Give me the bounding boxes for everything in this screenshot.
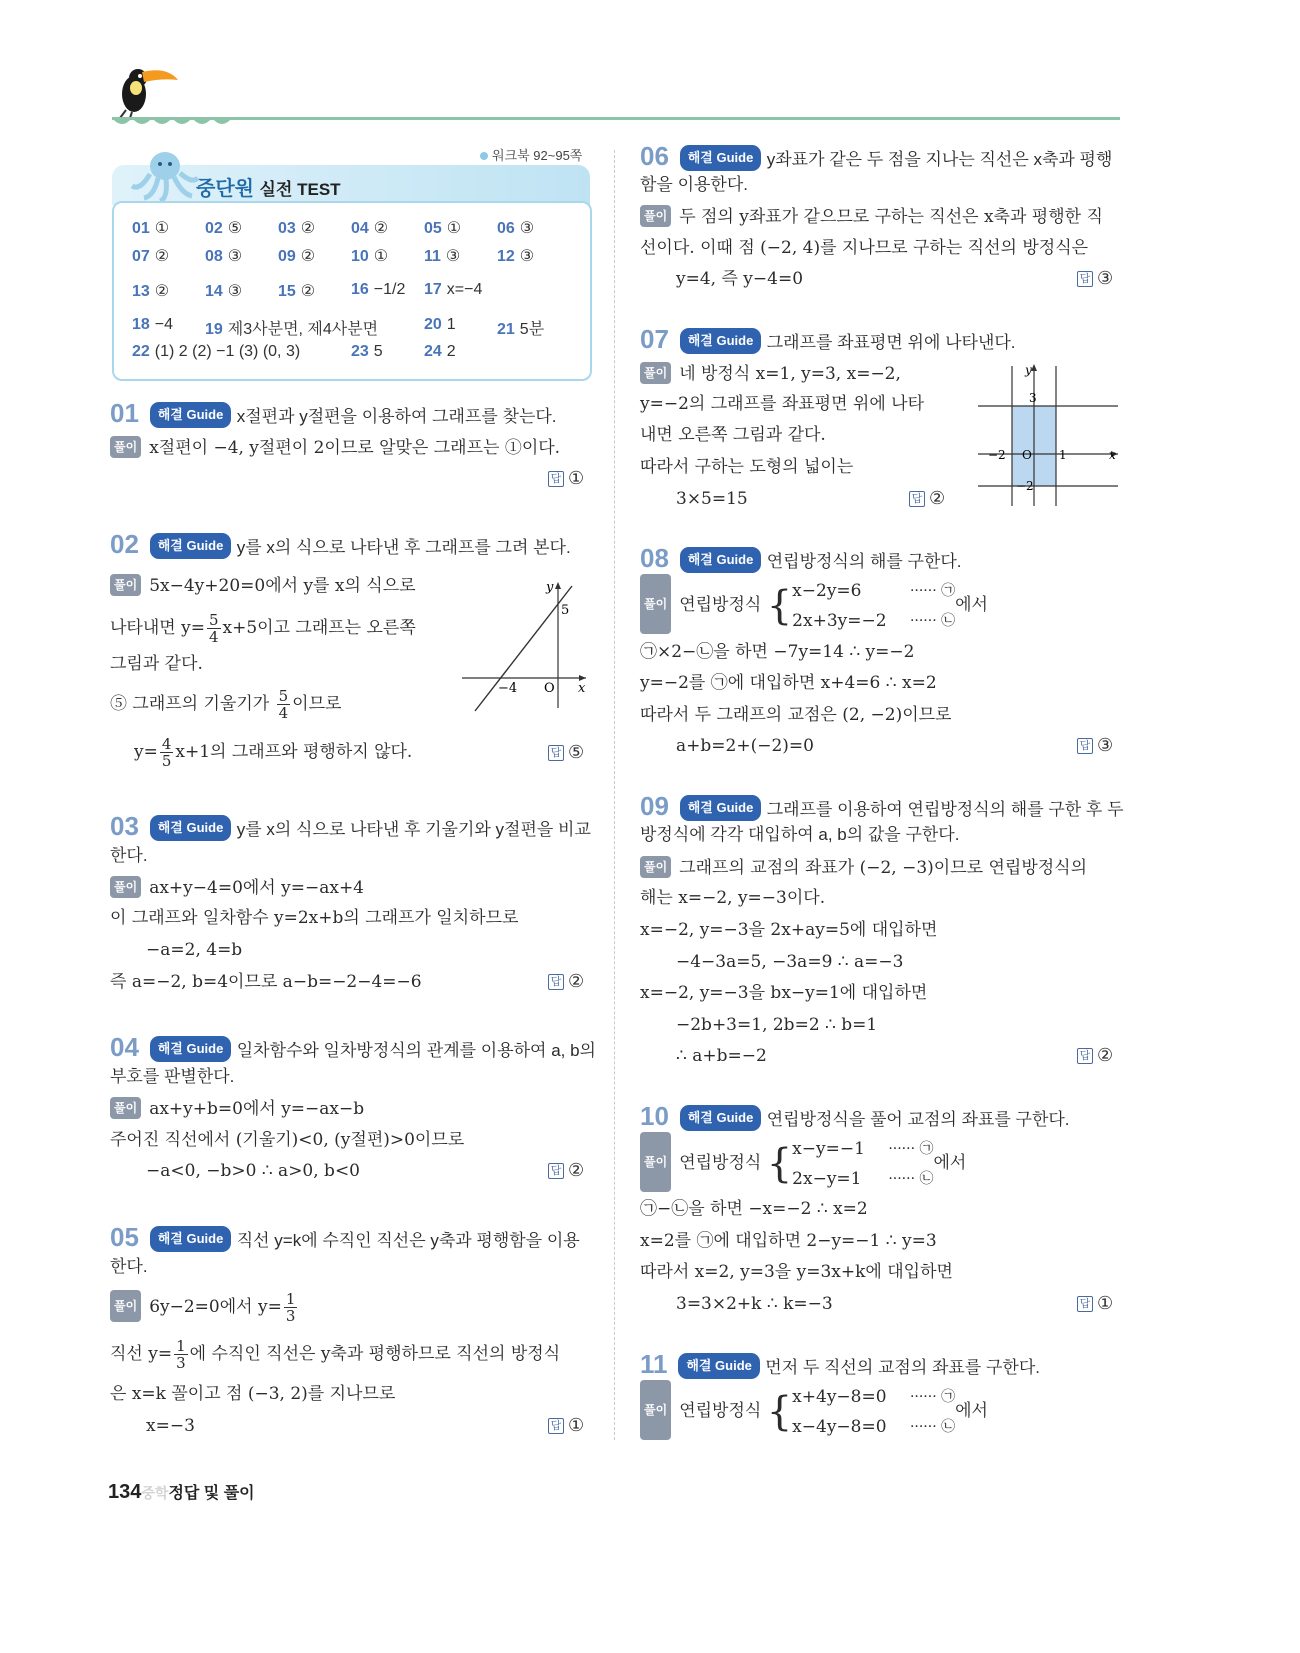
problem-04-line-2: 주어진 직선에서 (기울기)<0, (y절편)>0이므로 — [110, 1130, 465, 1150]
brace: { — [766, 1140, 793, 1187]
problem-07-line-4: 따라서 구하는 도형의 넓이는 — [640, 457, 854, 477]
problem-07-line-2: y=−2의 그래프를 좌표평면 위에 나타 — [640, 394, 925, 414]
problem-09-line-5: x=−2, y=−3을 bx−y=1에 대입하면 — [640, 983, 928, 1003]
problem-11-system: 풀이 연립방정식 {x+4y−8=0 x−4y−8=0 ······ ㉠ ······ ㉡에서 — [640, 1380, 988, 1442]
svg-text:3: 3 — [1029, 391, 1037, 405]
problem-05-answer: 답 ① — [548, 1415, 584, 1436]
svg-text:5: 5 — [561, 603, 570, 618]
brace: { — [766, 1388, 793, 1435]
problem-07-answer: 답 ② — [909, 488, 945, 509]
problem-04-heading: 04 해결 Guide 일차함수와 일차방정식의 관계를 이용하여 a, b의 — [110, 1032, 596, 1062]
problem-04-line-3: −a<0, −b>0 ∴ a>0, b<0 — [146, 1161, 361, 1181]
problem-07-graph — [978, 362, 1120, 508]
problem-03-line-2: 이 그래프와 일차함수 y=2x+b의 그래프가 일치하므로 — [110, 908, 519, 928]
svg-text:y: y — [546, 580, 554, 595]
problem-10-system: 풀이 연립방정식 {x−y=−1 2x−y=1 ······ ㉠ ······ ㉡에서 — [640, 1132, 966, 1194]
problem-05-line-2: 직선 y= $\frac{1}{3}$ 에 수직인 직선은 y축과 평행하므로 직선의 방정식 — [110, 1337, 561, 1372]
problem-08-line-5: a+b=2+(−2)=0 — [676, 736, 814, 756]
problem-03-heading: 03 해결 Guide y를 x의 식으로 나타낸 후 기울기와 y절편을 비교 — [110, 811, 591, 841]
problem-03-line-3: −a=2, 4=b — [146, 940, 243, 960]
problem-08-line-3: y=−2를 ㉠에 대입하면 x+4=6 ∴ x=2 — [640, 673, 937, 693]
problem-06-answer: 답 ③ — [1077, 268, 1113, 289]
svg-text:−2: −2 — [988, 448, 1006, 462]
problem-04-heading-cont: 부호를 판별한다. — [110, 1067, 235, 1086]
problem-05-line-3: 은 x=k 꼴이고 점 (−3, 2)를 지나므로 — [110, 1384, 396, 1404]
octopus-icon — [130, 146, 200, 202]
page-number: 134 — [108, 1481, 142, 1503]
problem-02-line-3: 그림과 같다. — [110, 654, 203, 674]
workbook-reference: 워크북 92~95쪽 — [480, 145, 582, 164]
fraction-5-4: $\frac{5}{4}$ — [278, 687, 289, 722]
problem-07-heading: 07 해결 Guide 그래프를 좌표평면 위에 나타낸다. — [640, 324, 1016, 354]
header-rule — [112, 117, 1120, 120]
problem-09-answer: 답 ② — [1077, 1045, 1113, 1066]
fraction-5-4: $\frac{5}{4}$ — [208, 611, 219, 646]
problem-03-answer: 답 ② — [548, 971, 584, 992]
problem-05-line-1: 풀이 6y−2=0에서 y= $\frac{1}{3}$ — [110, 1290, 299, 1324]
problem-01-heading: 01 해결 Guide x절편과 y절편을 이용하여 그래프를 찾는다. — [110, 398, 557, 428]
problem-08-answer: 답 ③ — [1077, 735, 1113, 756]
problem-03-heading-cont: 한다. — [110, 846, 148, 865]
problem-09-line-2: 해는 x=−2, y=−3이다. — [640, 888, 826, 908]
problem-02-heading: 02 해결 Guide y를 x의 식으로 나타낸 후 그래프를 그려 본다. — [110, 529, 571, 559]
fraction-1-3: $\frac{1}{3}$ — [285, 1290, 296, 1325]
problem-10-line-4: 따라서 x=2, y=3을 y=3x+k에 대입하면 — [640, 1262, 953, 1282]
problem-02-graph — [460, 578, 590, 713]
problem-09-line-4: −4−3a=5, −3a=9 ∴ a=−3 — [676, 952, 904, 972]
problem-07-line-1: 풀이 네 방정식 x=1, y=3, x=−2, — [640, 362, 901, 385]
problem-10-answer: 답 ① — [1077, 1293, 1113, 1314]
problem-02-line-5: y= $\frac{4}{5}$ x+1의 그래프와 평행하지 않다. — [134, 735, 413, 770]
problem-07-line-3: 내면 오른쪽 그림과 같다. — [640, 425, 826, 445]
problem-05-heading-cont: 한다. — [110, 1257, 148, 1276]
problem-05-line-4: x=−3 — [146, 1416, 195, 1436]
problem-11-heading: 11 해결 Guide 먼저 두 직선의 교점의 좌표를 구한다. — [640, 1349, 1040, 1379]
svg-text:−2: −2 — [1016, 479, 1034, 493]
problem-09-heading-cont: 방정식에 각각 대입하여 a, b의 값을 구한다. — [640, 825, 960, 844]
problem-08-system: 풀이 연립방정식 {x−2y=6 2x+3y=−2 ······ ㉠ ······ ㉡에서 — [640, 574, 988, 636]
problem-06-line-2: 선이다. 이때 점 (−2, 4)를 지나므로 구하는 직선의 방정식은 — [640, 238, 1089, 258]
problem-06-line-1: 풀이 두 점의 y좌표가 같으므로 구하는 직선은 x축과 평행한 직 — [640, 205, 1103, 228]
problem-04-answer: 답 ② — [548, 1160, 584, 1181]
svg-text:O: O — [1022, 448, 1032, 462]
page-footer: 134중학정답 및 풀이 — [108, 1481, 255, 1503]
svg-text:1: 1 — [1059, 448, 1067, 462]
summary-title: 중단원 실전 TEST — [196, 178, 341, 200]
toucan-logo — [112, 62, 182, 120]
problem-10-line-5: 3=3×2+k ∴ k=−3 — [676, 1294, 833, 1314]
problem-01-answer: 답 ① — [548, 468, 584, 489]
problem-08-heading: 08 해결 Guide 연립방정식의 해를 구한다. — [640, 543, 962, 573]
problem-07-line-5: 3×5=15 — [676, 489, 748, 509]
column-divider — [614, 150, 615, 1440]
svg-text:x: x — [578, 681, 586, 696]
svg-text:y: y — [1025, 363, 1032, 377]
problem-08-line-4: 따라서 두 그래프의 교점은 (2, −2)이므로 — [640, 705, 952, 725]
brace: { — [766, 582, 793, 629]
problem-10-line-3: x=2를 ㉠에 대입하면 2−y=−1 ∴ y=3 — [640, 1231, 937, 1251]
svg-text:x: x — [1109, 448, 1116, 462]
problem-01-line-1: 풀이 x절편이 −4, y절편이 2이므로 알맞은 그래프는 ①이다. — [110, 436, 560, 459]
problem-04-line-1: 풀이 ax+y+b=0에서 y=−ax−b — [110, 1097, 364, 1120]
problem-09-line-1: 풀이 그래프의 교점의 좌표가 (−2, −3)이므로 연립방정식의 — [640, 856, 1087, 879]
problem-06-line-3: y=4, 즉 y−4=0 — [676, 269, 804, 289]
problem-02-answer: 답 ⑤ — [548, 742, 584, 763]
problem-05-heading: 05 해결 Guide 직선 y=k에 수직인 직선은 y축과 평행함을 이용 — [110, 1222, 580, 1252]
bullet-icon — [480, 152, 488, 160]
problem-09-line-6: −2b+3=1, 2b=2 ∴ b=1 — [676, 1015, 878, 1035]
problem-06-heading: 06 해결 Guide y좌표가 같은 두 점을 지나는 직선은 x축과 평행 — [640, 141, 1113, 171]
problem-10-heading: 10 해결 Guide 연립방정식을 풀어 교점의 좌표를 구한다. — [640, 1101, 1070, 1131]
problem-02-line-1: 풀이 5x−4y+20=0에서 y를 x의 식으로 — [110, 574, 416, 597]
problem-09-line-7: ∴ a+b=−2 — [676, 1046, 767, 1066]
wave-decoration — [112, 118, 232, 130]
footer-title: 정답 및 풀이 — [168, 1485, 255, 1502]
svg-text:−4: −4 — [498, 681, 518, 696]
fraction-1-3: $\frac{1}{3}$ — [176, 1337, 186, 1372]
problem-03-line-4: 즉 a=−2, b=4이므로 a−b=−2−4=−6 — [110, 972, 422, 992]
problem-09-line-3: x=−2, y=−3을 2x+ay=5에 대입하면 — [640, 920, 938, 940]
svg-text:O: O — [544, 681, 555, 696]
problem-02-line-2: 나타내면 y= $\frac{5}{4}$ x+5이고 그래프는 오른쪽 — [110, 611, 416, 646]
problem-09-heading: 09 해결 Guide 그래프를 이용하여 연립방정식의 해를 구한 후 두 — [640, 791, 1124, 821]
fraction-4-5: $\frac{4}{5}$ — [161, 735, 172, 770]
problem-10-line-2: ㉠−㉡을 하면 −x=−2 ∴ x=2 — [640, 1199, 868, 1219]
problem-08-line-2: ㉠×2−㉡을 하면 −7y=14 ∴ y=−2 — [640, 642, 915, 662]
problem-03-line-1: 풀이 ax+y−4=0에서 y=−ax+4 — [110, 876, 364, 899]
problem-06-heading-cont: 함을 이용한다. — [640, 175, 748, 194]
problem-02-line-4: ⑤ 그래프의 기울기가 $\frac{5}{4}$ 이므로 — [110, 687, 342, 722]
